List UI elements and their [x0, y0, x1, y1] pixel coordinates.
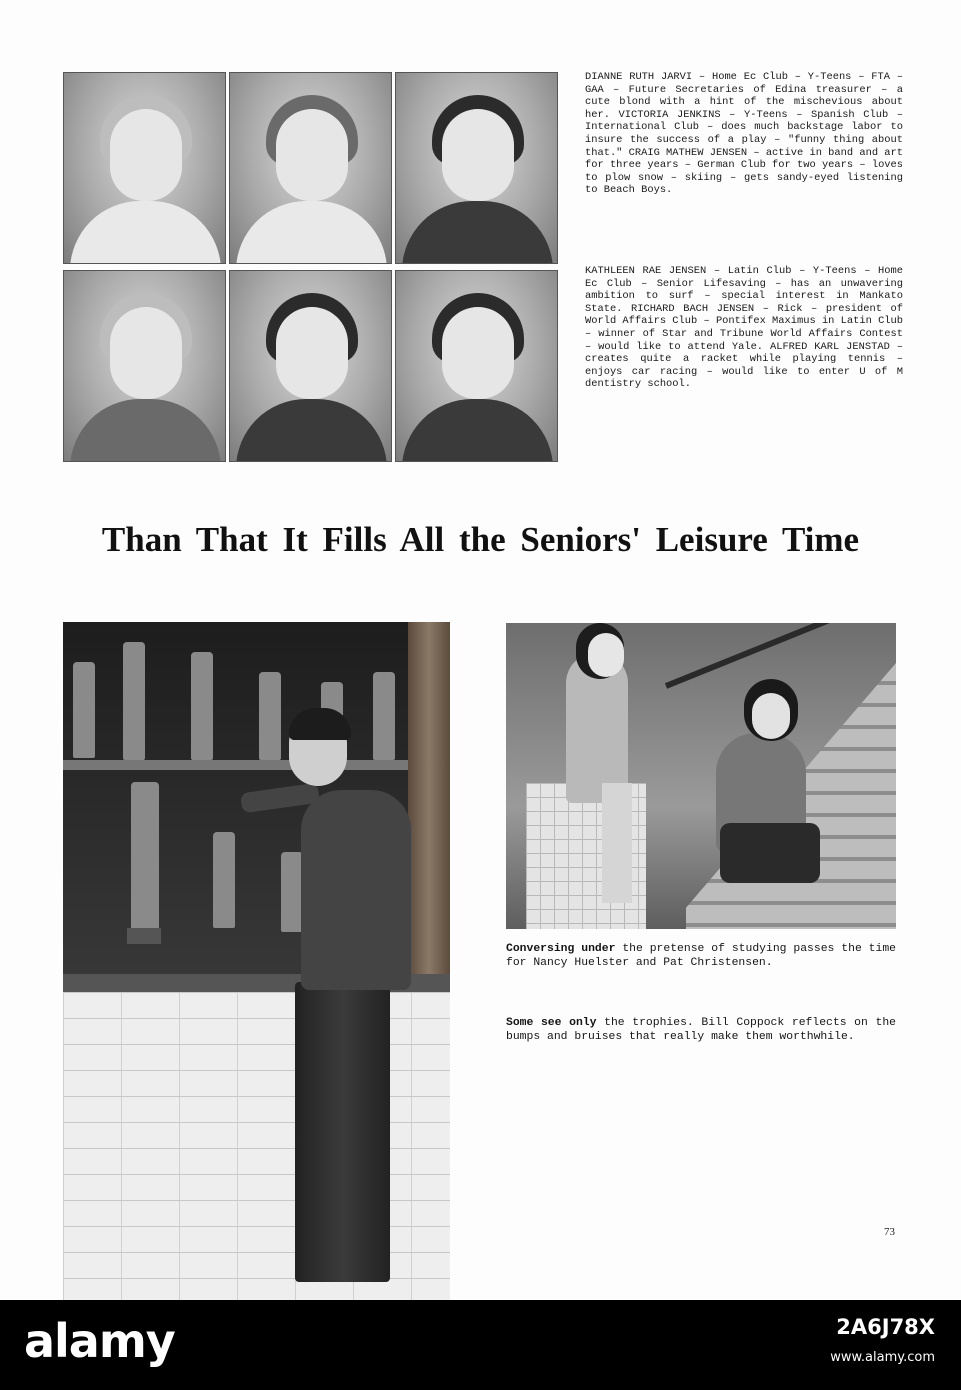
page-number: 73	[884, 1226, 895, 1238]
portrait-craig-jensen	[395, 72, 558, 264]
stock-image-id: 2A6J78X	[836, 1315, 935, 1339]
page-headline: Than That It Fills All the Seniors' Leisure Time	[101, 520, 860, 559]
portrait-victoria-jenkins	[229, 72, 392, 264]
bio-block-bottom: KATHLEEN RAE JENSEN – Latin Club – Y-Teens – Home Ec Club – Senior Lifesaving – has an unwavering ambition to surf – special interest in Mankato State. RICHARD BACH JENSEN – Rick – president of World Affairs Club – Pontifex Maximus in Latin Club – winner of Star and Tribune World Affairs Contest – would like to attend Yale. ALFRED KARL JENSTAD – creates quite a racket while playing tennis – enjoys car racing – would like to enter U of M dentistry school.	[585, 265, 904, 391]
caption-trophy-lead: Some see only	[506, 1017, 597, 1029]
caption-stairs-lead: Conversing under	[506, 943, 616, 955]
portrait-dianne-jarvi	[63, 72, 226, 264]
portrait-kathleen-jensen	[63, 270, 226, 462]
caption-stairs	[506, 943, 896, 970]
stock-logo: alamy	[24, 1314, 175, 1368]
portrait-richard-jensen	[229, 270, 392, 462]
caption-stairs-text: the pretense of studying passes the time for Nancy Huelster and Pat Christensen.	[506, 943, 897, 969]
stock-url: www.alamy.com	[830, 1350, 935, 1365]
trophy-case-photo	[63, 622, 450, 1300]
portrait-alfred-jenstad	[395, 270, 558, 462]
caption-trophy	[506, 1017, 896, 1044]
caption-trophy-text: the trophies. Bill Coppock reflects on the bumps and bruises that really make them worthwhile.	[506, 1017, 896, 1043]
stairs-conversation-photo	[506, 623, 896, 929]
bio-block-top: DIANNE RUTH JARVI – Home Ec Club – Y-Teens – FTA – GAA – Future Secretaries of Edina treasurer – a cute blond with a hint of the mischevious about her. VICTORIA JENKINS – Y-Teens – Spanish Club – International Club – does much backstage labor to insure the success of a play – "funny thing about that." CRAIG MATHEW JENSEN – active in band and art for three years – German Club for two years – loves to plow snow – skiing – gets sandy-eyed listening to Beach Boys.	[585, 71, 904, 197]
